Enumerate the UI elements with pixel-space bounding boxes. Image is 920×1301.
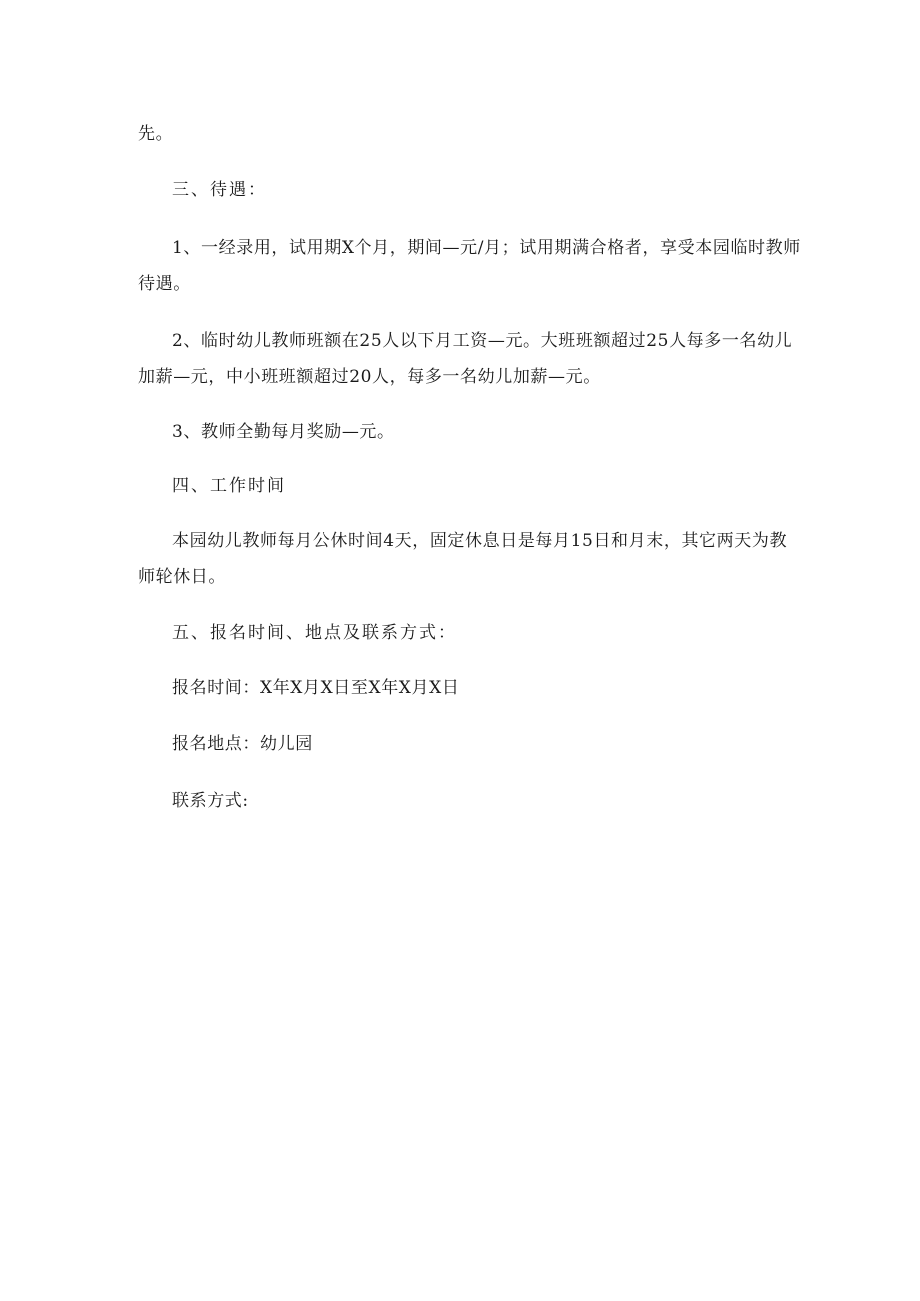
section-3-item-2-line-1: 2、临时幼儿教师班额在25人以下月工资—元。大班班额超过25人每多一名幼儿 bbox=[172, 331, 793, 351]
contact-method: 联系方式: bbox=[172, 791, 249, 811]
registration-place: 报名地点：幼儿园 bbox=[172, 734, 313, 754]
section-3-item-1-line-1: 1、一经录用，试用期X个月，期间—元/月；试用期满合格者，享受本园临时教师 bbox=[172, 238, 801, 258]
registration-time: 报名时间：X年X月X日至X年X月X日 bbox=[172, 678, 460, 698]
section-4-para-line-1: 本园幼儿教师每月公休时间4天，固定休息日是每月15日和月末，其它两天为教 bbox=[172, 531, 788, 551]
section-5-heading: 五、报名时间、地点及联系方式： bbox=[172, 623, 457, 643]
continuation-text: 先。 bbox=[138, 124, 174, 144]
section-4-para-line-2: 师轮休日。 bbox=[138, 567, 226, 587]
section-3-item-1-line-2: 待遇。 bbox=[138, 274, 191, 294]
section-3-item-2-line-2: 加薪—元，中小班班额超过20人，每多一名幼儿加薪—元。 bbox=[138, 367, 601, 387]
section-3-heading: 三、待遇： bbox=[172, 180, 267, 200]
section-3-item-3: 3、教师全勤每月奖励—元。 bbox=[172, 422, 395, 442]
section-4-heading: 四、工作时间 bbox=[172, 476, 286, 496]
